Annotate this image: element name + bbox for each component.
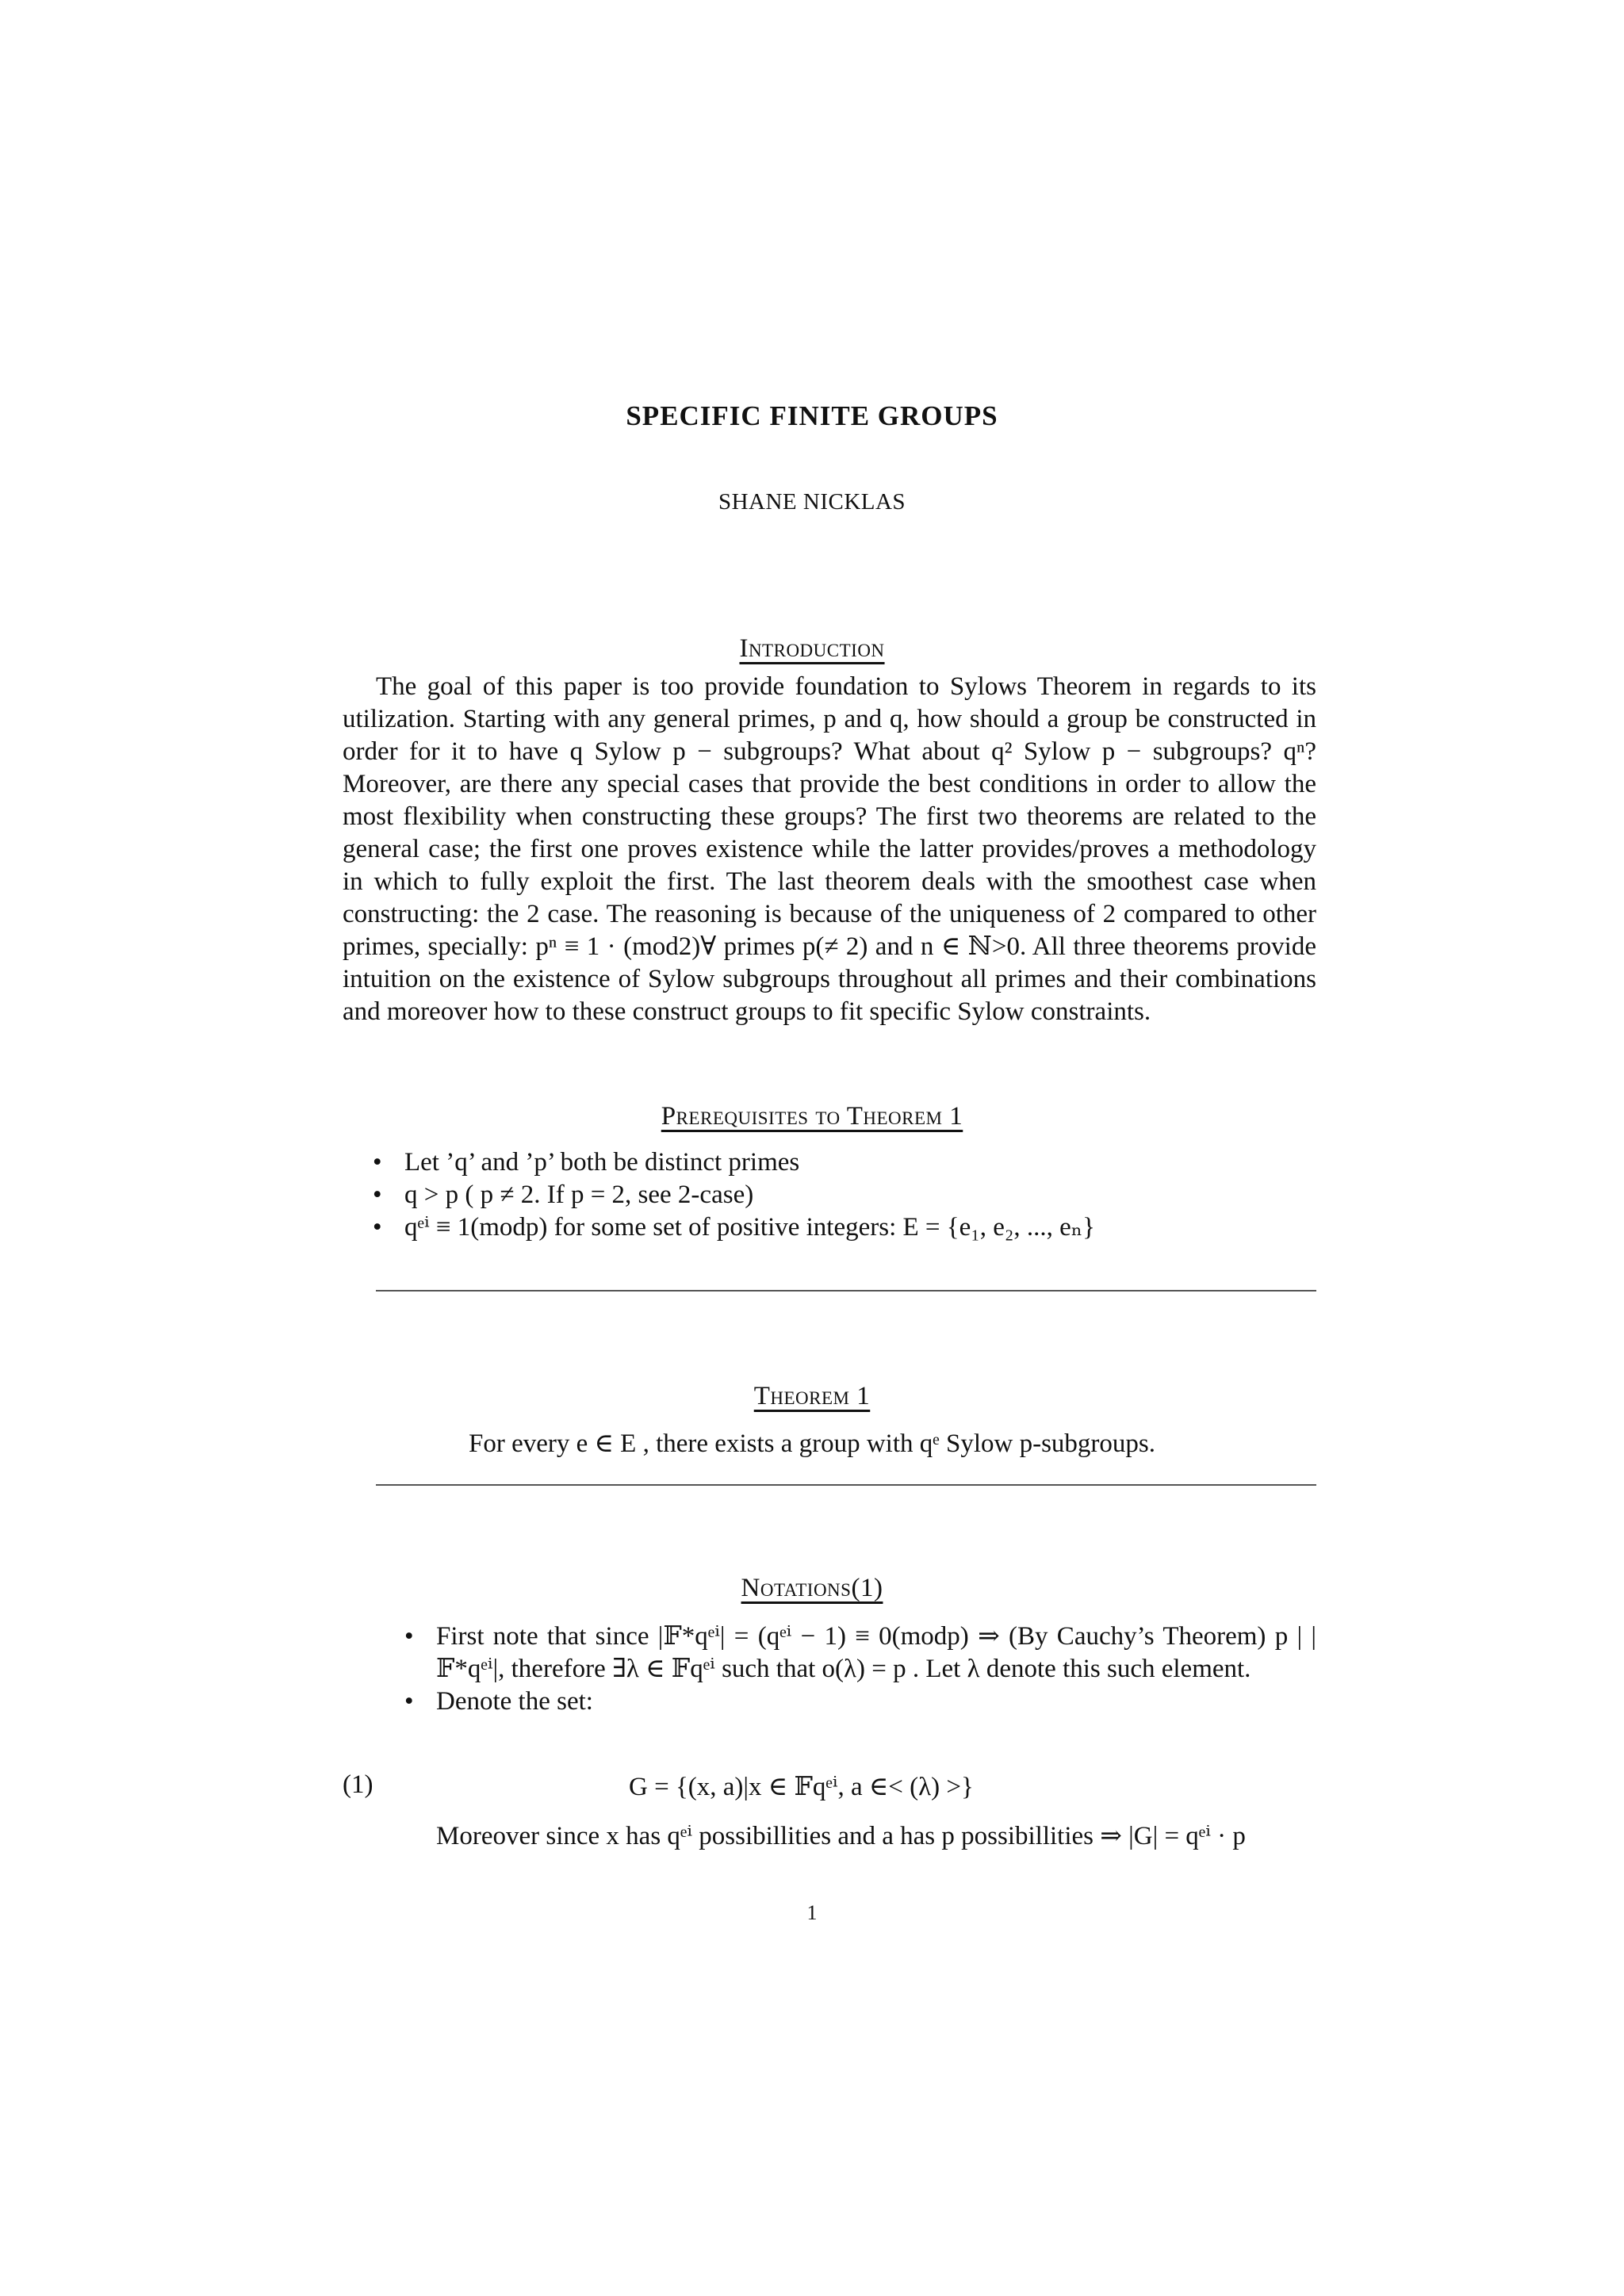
notations-follow-up: Moreover since x has qᵉⁱ possibillities and a has p possibillities ⇒ |G| = qᵉⁱ · p bbox=[436, 1822, 1246, 1850]
list-item bbox=[373, 1211, 1316, 1244]
equation-number: (1) bbox=[343, 1770, 373, 1799]
bullet-icon: • bbox=[373, 1181, 382, 1209]
list-item-text: Denote the set: bbox=[436, 1687, 593, 1716]
notations-heading-text: Notations(1) bbox=[741, 1574, 883, 1602]
bullet-icon: • bbox=[373, 1148, 382, 1177]
list-item bbox=[373, 1179, 1316, 1211]
author-name: SHANE NICKLAS bbox=[718, 489, 906, 515]
bullet-icon: • bbox=[404, 1622, 414, 1651]
notations-heading bbox=[0, 1574, 1624, 1603]
theorem1-heading bbox=[0, 1382, 1624, 1411]
theorem1-heading-text: Theorem 1 bbox=[753, 1382, 871, 1410]
list-item-text: q > p ( p ≠ 2. If p = 2, see 2-case) bbox=[404, 1181, 754, 1209]
paper-title: SPECIFIC FINITE GROUPS bbox=[626, 400, 998, 431]
bullet-icon: • bbox=[373, 1213, 382, 1242]
horizontal-rule bbox=[376, 1290, 1316, 1292]
introduction-heading bbox=[0, 634, 1624, 664]
prerequisites-heading-text: Prerequisites to Theorem 1 bbox=[661, 1102, 963, 1131]
introduction-heading-text: Introduction bbox=[739, 634, 885, 663]
prerequisites-list bbox=[373, 1146, 1316, 1244]
prerequisites-heading bbox=[0, 1102, 1624, 1131]
list-item-text: qᵉⁱ ≡ 1(modp) for some set of positive integers: E = {e₁, e₂, ..., eₙ} bbox=[404, 1213, 1095, 1242]
list-item-text: First note that since |𝔽*qᵉⁱ| = (qᵉⁱ − 1) ≡ 0(modp) ⇒ (By Cauchy’s Theorem) p | |𝔽*qᵉⁱ|, therefore ∃λ ∈ 𝔽qᵉⁱ such that o(λ) = p . Let λ denote this such element. bbox=[436, 1622, 1316, 1683]
theorem1-statement: For every e ∈ E , there exists a group with qᵉ Sylow p-subgroups. bbox=[468, 1429, 1155, 1458]
list-item bbox=[404, 1686, 1316, 1718]
equation: G = {(x, a)|x ∈ 𝔽qᵉⁱ, a ∈< (λ) >} bbox=[629, 1773, 974, 1801]
page-number: 1 bbox=[806, 1901, 818, 1924]
horizontal-rule bbox=[376, 1484, 1316, 1486]
bullet-icon: • bbox=[404, 1687, 414, 1716]
introduction-body: The goal of this paper is too provide foundation to Sylows Theorem in regards to its utilization. Starting with any general primes, p and q, how should a group be constructed in order for it to have q Sylow p − subgroups? What about q² Sylow p − subgroups? qⁿ? Moreover, are there any special cases that provide the best conditions in order to allow the most flexibility when constructing these groups? The first two theorems are related to the general case; the first one proves existence while the latter provides/proves a methodology in which to fully exploit the first. The last theorem deals with the smoothest case when constructing: the 2 case. The reasoning is because of the uniqueness of 2 compared to other primes, specially: pⁿ ≡ 1 · (mod2)∀ primes p(≠ 2) and n ∈ ℕ>0. All three theorems provide intuition on the existence of Sylow subgroups throughout all primes and their combinations and moreover how to these construct groups to fit specific Sylow constraints. bbox=[343, 672, 1316, 1026]
list-item-text: Let ’q’ and ’p’ both be distinct primes bbox=[404, 1148, 800, 1177]
list-item bbox=[373, 1146, 1316, 1179]
list-item bbox=[404, 1621, 1316, 1686]
notations-list bbox=[404, 1621, 1316, 1718]
